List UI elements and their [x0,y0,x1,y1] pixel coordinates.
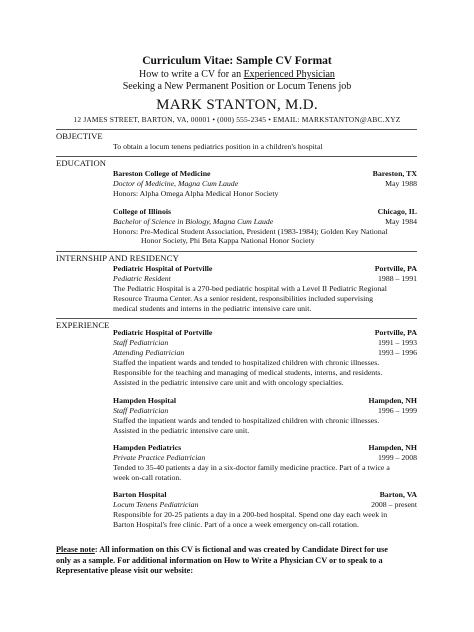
experience-description: Responsible for the teaching and managing of medical students, interns, and residents. [113,368,383,377]
note-line: Representative please visit our website: [56,566,194,576]
document-title: Curriculum Vitae: Sample CV Format [142,55,332,67]
experience-dates: 1993 – 1996 [378,348,417,357]
honors-line: Honor Society, Phi Beta Kappa National Honor Society [141,236,315,245]
section-divider [56,129,417,130]
experience-role: Staff Pediatrician [113,338,169,347]
internship-description: medical students and interns in the pediatric intensive care unit. [113,304,312,313]
honors-line: Honors: Alpha Omega Alpha Medical Honor Society [113,189,279,198]
document-subtitle-2: Seeking a New Permanent Position or Locum Tenens job [122,81,352,92]
education-degree-row [113,179,417,189]
degree-date: May 1984 [385,217,417,226]
degree: Bachelor of Science in Biology, Magna Cum Laude [113,217,274,226]
school-location: Bareston, TX [372,169,417,178]
experience-description: week on-call rotation. [113,473,182,482]
experience-description: Staffed the inpatient wards and tended to hospitalized children with chronic illnesses. [113,416,380,425]
document-subtitle [0,69,474,80]
experience-role-row [113,453,417,463]
experience-location: Hampden, NH [368,396,417,405]
experience-description: Staffed the inpatient wards and tended to hospitalized children with chronic illnesses. [113,358,380,367]
contact-line: 12 JAMES STREET, BARTON, VA, 00001 • (000) 555-2345 • EMAIL: MARKSTANTON@ABC.XYZ [73,115,401,124]
degree-date: May 1988 [385,179,417,188]
note-line: only as a sample. For additional information on How to Write a Physician CV or to speak to a [56,555,383,565]
experience-role: Private Practice Pediatrician [113,453,206,462]
subtitle-prefix: How to write a CV for an [139,69,244,80]
candidate-name: MARK STANTON, M.D. [156,97,318,113]
experience-role-row [113,406,417,416]
internship-role-row [113,274,417,284]
education-entry-header [113,169,417,179]
education-degree-row [113,217,417,227]
experience-location: Barton, VA [379,490,417,499]
experience-org: Hampden Hospital [113,396,177,405]
experience-description: Assisted in the pediatric intensive care unit and with oncology specialties. [113,378,344,387]
experience-role-row [113,338,417,348]
section-divider [56,318,417,319]
section-heading-experience: EXPERIENCE [56,320,110,330]
experience-role: Attending Pediatrician [113,348,185,357]
section-divider [56,156,417,157]
experience-header [113,443,417,453]
internship-description: The Pediatric Hospital is a 270-bed pediatric hospital with a Level II Pediatric Regional [113,284,387,293]
internship-role: Pediatric Resident [113,274,171,283]
experience-role-row [113,500,417,510]
school-name: Bareston College of Medicine [113,169,211,178]
education-entry-header [113,207,417,217]
experience-location: Portville, PA [374,328,417,337]
experience-dates: 1991 – 1993 [378,338,417,347]
experience-location: Hampden, NH [368,443,417,452]
internship-org: Pediatric Hospital of Portville [113,264,213,273]
experience-role-row [113,348,417,358]
experience-org: Barton Hospital [113,490,167,499]
internship-header [113,264,417,274]
experience-header [113,490,417,500]
internship-location: Portville, PA [374,264,417,273]
school-location: Chicago, IL [377,207,417,216]
objective-text: To obtain a locum tenens pediatrics position in a children's hospital [113,142,323,151]
experience-header [113,396,417,406]
disclaimer-note [56,545,418,577]
experience-org: Pediatric Hospital of Portville [113,328,213,337]
experience-dates: 1999 – 2008 [378,453,417,462]
experience-role: Staff Pediatrician [113,406,169,415]
honors-line: Honors: Pre-Medical Student Association, President (1983-1984); Golden Key National [113,227,388,236]
note-label: Please note [56,545,95,554]
experience-description: Barton Hospital's free clinic. Part of a once a week emergency on-call rotation. [113,520,359,529]
experience-role: Locum Tenens Pediatrician [113,500,199,509]
section-heading-education: EDUCATION [56,158,107,168]
experience-org: Hampden Pediatrics [113,443,182,452]
experience-description: Responsible for 20-25 patients a day in a 200-bed hospital. Spend one day each week in [113,510,388,519]
subtitle-link[interactable]: Experienced Physician [243,69,335,80]
experience-description: Tended to 35-40 patients a day in a six-doctor family medicine practice. Part of a twice a [113,463,390,472]
internship-dates: 1988 – 1991 [378,274,417,283]
degree: Doctor of Medicine, Magna Cum Laude [113,179,239,188]
section-heading-internship: INTERNSHIP AND RESIDENCY [56,253,179,263]
section-heading-objective: OBJECTIVE [56,131,103,141]
internship-description: Resource Trauma Center. As a senior resident, responsibilities included supervising [113,294,374,303]
experience-header [113,328,417,338]
experience-dates: 2008 – present [371,500,417,509]
note-line: Please note: All information on this CV is fictional and was created by Candidate Direct for use [56,545,388,554]
experience-dates: 1996 – 1999 [378,406,417,415]
section-divider [56,251,417,252]
experience-description: Assisted in the pediatric intensive care unit. [113,426,250,435]
school-name: College of Illinois [113,207,172,216]
